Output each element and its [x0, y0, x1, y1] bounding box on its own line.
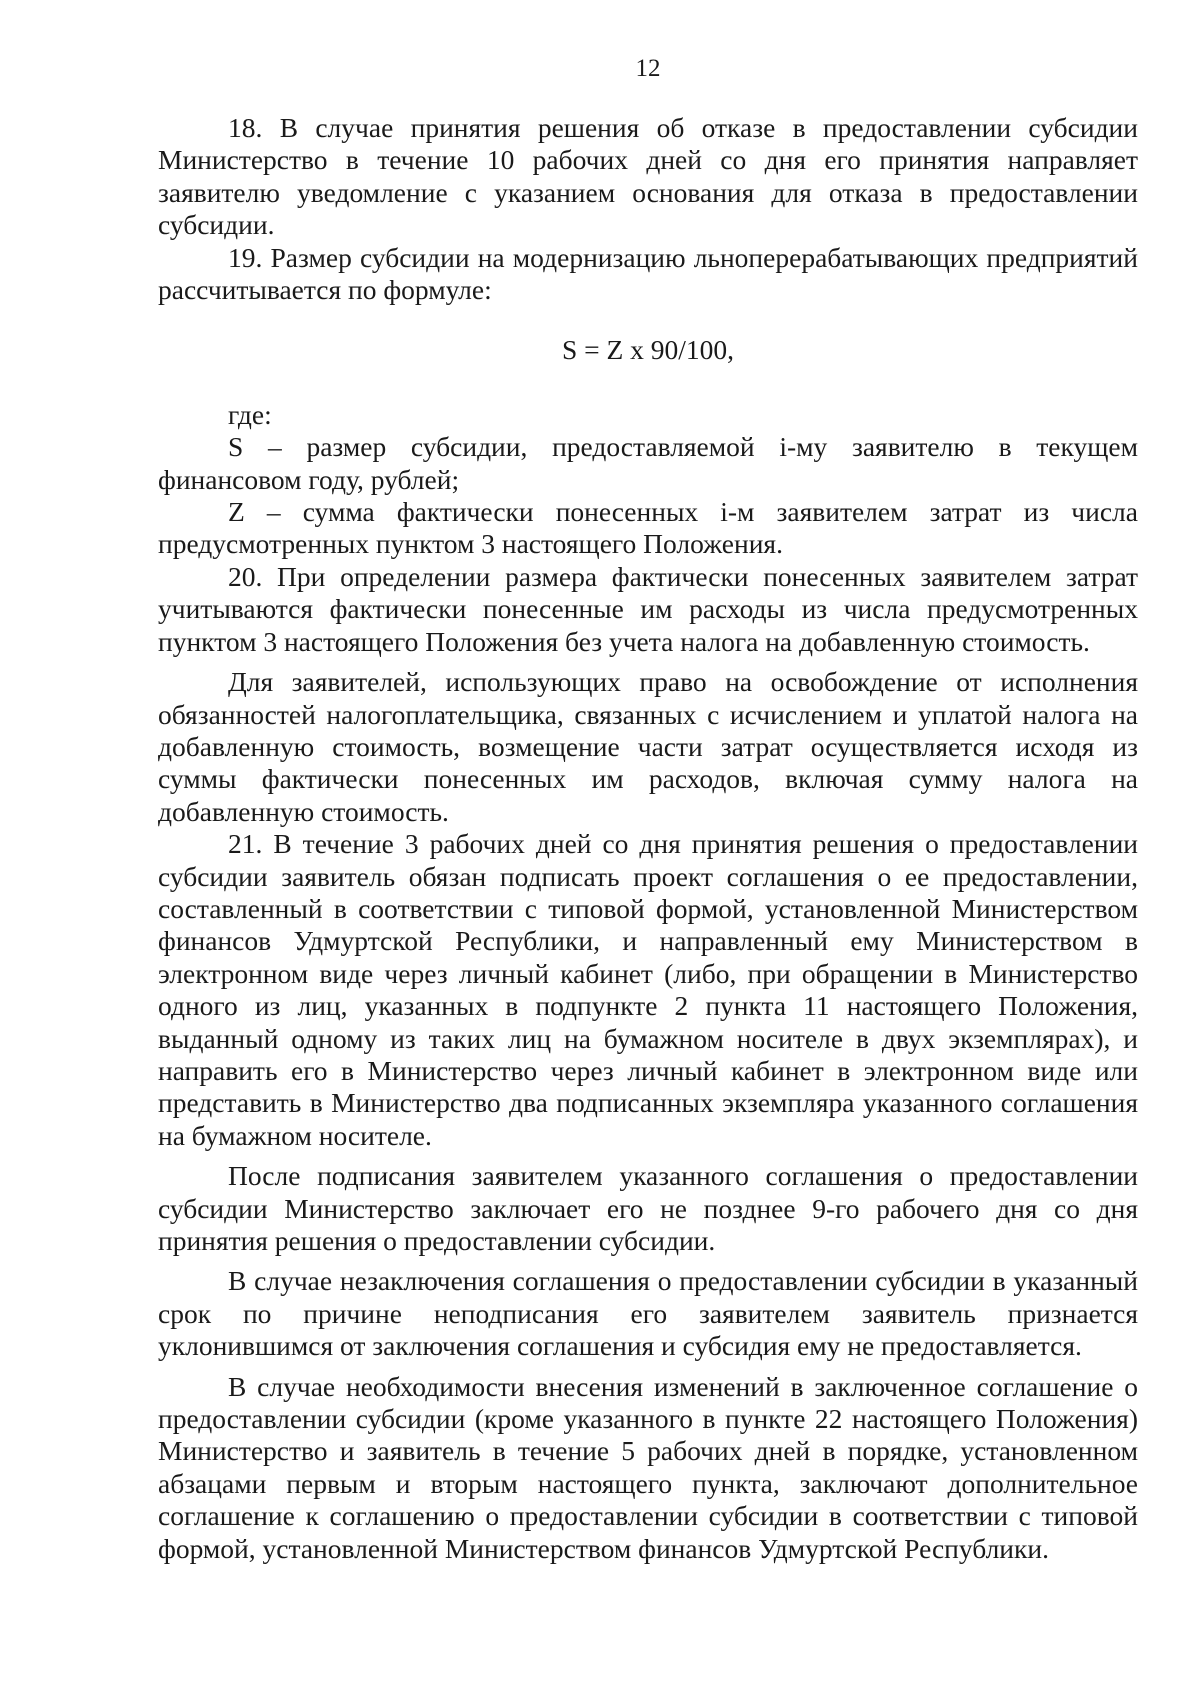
paragraph-20-vat-exempt: Для заявителей, использующих право на освобождение от исполнения обязанностей налогоплательщика, связанных с исчислением и уплатой налога на добавленную стоимость, возмещение части затрат осуществляется исходя из суммы фактически понесенных им расходов, включая сумму налога на добавленную стоимость. [158, 666, 1138, 827]
paragraph-21-not-concluded: В случае незаключения соглашения о предоставлении субсидии в указанный срок по причине неподписания его заявителем заявитель признается уклонившимся от заключения соглашения и субсидия ему не предоставляется. [158, 1265, 1138, 1362]
paragraph-19: 19. Размер субсидии на модернизацию льноперерабатывающих предприятий рассчитывается по формуле: [158, 241, 1138, 306]
document-body [158, 112, 1138, 1565]
paragraph-21: 21. В течение 3 рабочих дней со дня принятия решения о предоставлении субсидии заявитель обязан подписать проект соглашения о ее предоставлении, составленный в соответствии с типовой формой, установленной Министерством финансов Удмуртской Республики, и направленный ему Министерством в электронном виде через личный кабинет (либо, при обращении в Министерство одного из лиц, указанных в подпункте 2 пункта 11 настоящего Положения, выданный одному из таких лиц на бумажном носителе в двух экземплярах), и направить его в Министерство через личный кабинет в электронном виде или представить в Министерство два подписанных экземпляра указанного соглашения на бумажном носителе. [158, 828, 1138, 1151]
paragraph-21-after-signing: После подписания заявителем указанного соглашения о предоставлении субсидии Министерство заключает его не позднее 9-го рабочего дня со дня принятия решения о предоставлении субсидии. [158, 1160, 1138, 1256]
paragraph-18: 18. В случае принятия решения об отказе в предоставлении субсидии Министерство в течение 10 рабочих дней со дня его принятия направляет заявителю уведомление с указанием основания для отказа в предоставлении субсидии. [158, 112, 1138, 241]
formula-where-label: где: [228, 398, 272, 430]
subsidy-formula: S = Z x 90/100, [561, 334, 735, 366]
paragraph-21-amendments: В случае необходимости внесения изменений в заключенное соглашение о предоставлении субсидии (кроме указанного в пункте 22 настоящего Положения) Министерство и заявитель в течение 5 рабочих дней в порядке, установленном абзацами первым и вторым настоящего пункта, заключают дополнительное соглашение к соглашению о предоставлении субсидии в соответствии с типовой формой, установленной Министерством финансов Удмуртской Республики. [158, 1370, 1138, 1564]
paragraph-20: 20. При определении размера фактически понесенных заявителем затрат учитываются фактически понесенные им расходы из числа предусмотренных пунктом 3 настоящего Положения без учета налога на добавленную стоимость. [158, 560, 1138, 657]
definition-z: Z – сумма фактически понесенных i-м заявителем затрат из числа предусмотренных пунктом 3 настоящего Положения. [158, 496, 1138, 560]
page-number: 12 [635, 55, 661, 82]
definition-s: S – размер субсидии, предоставляемой i-му заявителю в текущем финансовом году, рублей; [158, 431, 1138, 495]
